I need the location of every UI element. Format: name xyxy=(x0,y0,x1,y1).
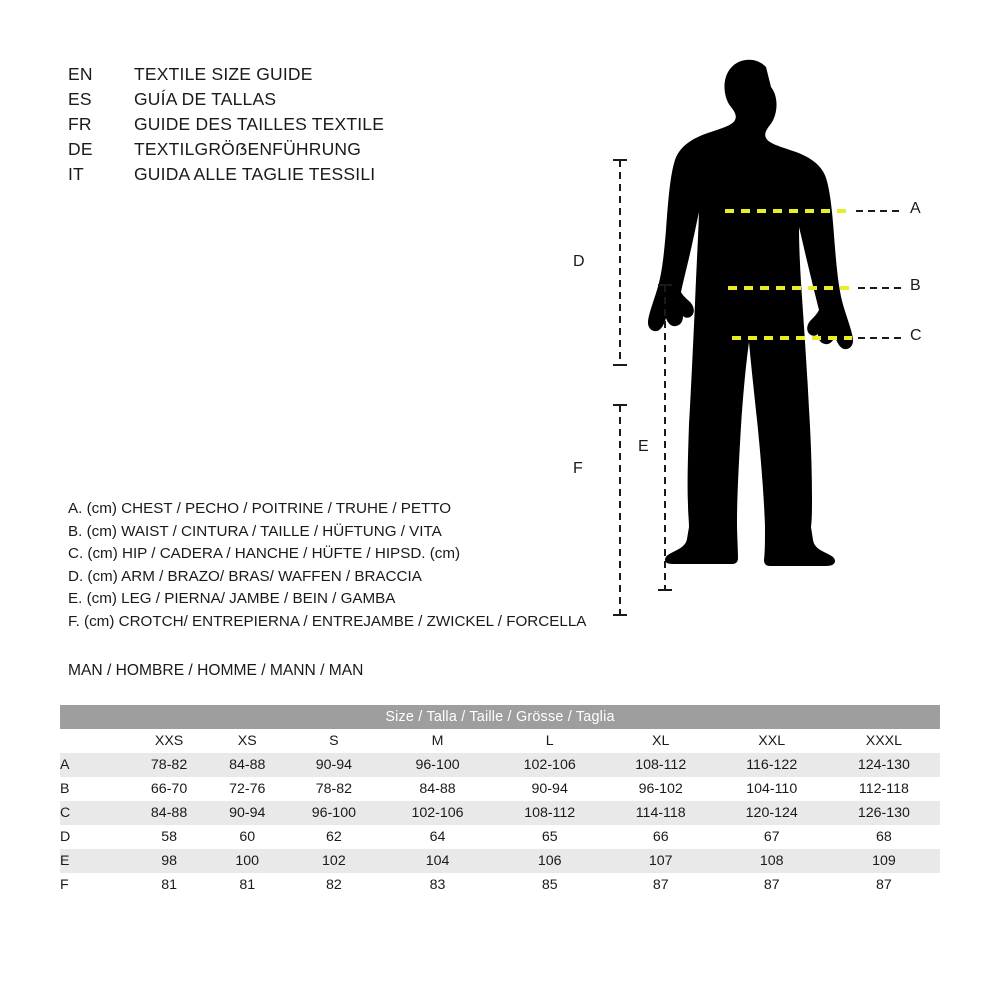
title-text-de: TEXTILGRÖẞENFÜHRUNG xyxy=(134,139,362,159)
table-column-header-row xyxy=(60,729,940,753)
cell-f-s: 82 xyxy=(286,873,381,897)
cell-b-m: 84-88 xyxy=(381,777,493,801)
column-header-s: S xyxy=(286,729,381,753)
cell-e-xl: 107 xyxy=(606,849,716,873)
gender-label: MAN / HOMBRE / HOMME / MANN / MAN xyxy=(68,662,364,679)
table-row xyxy=(60,753,940,777)
cell-f-m: 83 xyxy=(381,873,493,897)
row-label-c: C xyxy=(60,801,130,825)
cell-d-xs: 60 xyxy=(208,825,286,849)
table-row xyxy=(60,849,940,873)
cell-c-xl: 114-118 xyxy=(606,801,716,825)
cell-b-s: 78-82 xyxy=(286,777,381,801)
cell-b-xxs: 66-70 xyxy=(130,777,208,801)
cell-a-m: 96-100 xyxy=(381,753,493,777)
title-row xyxy=(68,162,588,187)
bracket-label-f: F xyxy=(573,460,583,477)
title-lang-it: IT xyxy=(68,164,84,184)
row-label-f: F xyxy=(60,873,130,897)
title-lang-es: ES xyxy=(68,89,92,109)
legend-item-b: B. (cm) WAIST / CINTURA / TAILLE / HÜFTUNG / VITA xyxy=(68,522,442,540)
cell-c-l: 108-112 xyxy=(494,801,606,825)
table-header-band xyxy=(60,705,940,729)
cell-b-l: 90-94 xyxy=(494,777,606,801)
title-row xyxy=(68,137,588,162)
callout-label-a: A xyxy=(910,200,921,217)
column-header-m: M xyxy=(381,729,493,753)
cell-a-xl: 108-112 xyxy=(606,753,716,777)
cell-c-s: 96-100 xyxy=(286,801,381,825)
cell-b-xxxl: 112-118 xyxy=(828,777,940,801)
bracket-label-d: D xyxy=(573,253,585,270)
callout-label-b: B xyxy=(910,277,921,294)
cell-a-xxs: 78-82 xyxy=(130,753,208,777)
cell-d-xl: 66 xyxy=(606,825,716,849)
legend-item-f: F. (cm) CROTCH/ ENTREPIERNA / ENTREJAMBE / ZWICKEL / FORCELLA xyxy=(68,612,587,630)
table-row xyxy=(60,873,940,897)
column-header-blank xyxy=(60,729,130,753)
column-header-xxl: XXL xyxy=(716,729,828,753)
cell-d-l: 65 xyxy=(494,825,606,849)
title-lang-en: EN xyxy=(68,64,93,84)
cell-e-xs: 100 xyxy=(208,849,286,873)
row-label-b: B xyxy=(60,777,130,801)
callout-label-c: C xyxy=(910,327,922,344)
table-row xyxy=(60,825,940,849)
cell-a-xs: 84-88 xyxy=(208,753,286,777)
cell-e-xxl: 108 xyxy=(716,849,828,873)
cell-e-xxs: 98 xyxy=(130,849,208,873)
title-text-en: TEXTILE SIZE GUIDE xyxy=(134,64,313,84)
title-lang-fr: FR xyxy=(68,114,92,134)
legend-block xyxy=(68,498,628,633)
arm-bracket xyxy=(613,160,627,365)
cell-c-xs: 90-94 xyxy=(208,801,286,825)
cell-f-xxs: 81 xyxy=(130,873,208,897)
column-header-xxxl: XXXL xyxy=(828,729,940,753)
cell-a-l: 102-106 xyxy=(494,753,606,777)
bracket-label-e: E xyxy=(638,438,649,455)
cell-d-m: 64 xyxy=(381,825,493,849)
table-header-title: Size / Talla / Taille / Grösse / Taglia xyxy=(60,705,940,729)
cell-a-xxl: 116-122 xyxy=(716,753,828,777)
cell-b-xl: 96-102 xyxy=(606,777,716,801)
legend-item-c: C. (cm) HIP / CADERA / HANCHE / HÜFTE / HIPSD. (cm) xyxy=(68,545,461,562)
cell-b-xxl: 104-110 xyxy=(716,777,828,801)
cell-b-xs: 72-76 xyxy=(208,777,286,801)
cell-d-s: 62 xyxy=(286,825,381,849)
title-row xyxy=(68,112,588,137)
cell-f-xxl: 87 xyxy=(716,873,828,897)
cell-a-s: 90-94 xyxy=(286,753,381,777)
row-label-a: A xyxy=(60,753,130,777)
cell-c-xxxl: 126-130 xyxy=(828,801,940,825)
cell-d-xxs: 58 xyxy=(130,825,208,849)
title-row xyxy=(68,87,588,112)
cell-e-l: 106 xyxy=(494,849,606,873)
title-row xyxy=(68,62,588,87)
legend-item-d: D. (cm) ARM / BRAZO/ BRAS/ WAFFEN / BRACCIA xyxy=(68,567,422,585)
legend-item-a: A. (cm) CHEST / PECHO / POITRINE / TRUHE / PETTO xyxy=(68,500,452,517)
cell-f-xl: 87 xyxy=(606,873,716,897)
cell-d-xxxl: 68 xyxy=(828,825,940,849)
cell-f-xxxl: 87 xyxy=(828,873,940,897)
title-block xyxy=(68,62,588,187)
cell-e-xxxl: 109 xyxy=(828,849,940,873)
cell-e-s: 102 xyxy=(286,849,381,873)
title-text-it: GUIDA ALLE TAGLIE TESSILI xyxy=(134,164,376,184)
size-table xyxy=(60,705,940,897)
table-row xyxy=(60,801,940,825)
title-lang-de: DE xyxy=(68,139,93,159)
cell-c-m: 102-106 xyxy=(381,801,493,825)
column-header-xxs: XXS xyxy=(130,729,208,753)
cell-d-xxl: 67 xyxy=(716,825,828,849)
row-label-d: D xyxy=(60,825,130,849)
cell-f-l: 85 xyxy=(494,873,606,897)
title-text-es: GUÍA DE TALLAS xyxy=(134,89,277,109)
column-header-xl: XL xyxy=(606,729,716,753)
table-row xyxy=(60,777,940,801)
cell-f-xs: 81 xyxy=(208,873,286,897)
column-header-l: L xyxy=(494,729,606,753)
cell-c-xxs: 84-88 xyxy=(130,801,208,825)
cell-e-m: 104 xyxy=(381,849,493,873)
cell-c-xxl: 120-124 xyxy=(716,801,828,825)
man-silhouette-icon xyxy=(648,60,853,566)
cell-a-xxxl: 124-130 xyxy=(828,753,940,777)
legend-item-e: E. (cm) LEG / PIERNA/ JAMBE / BEIN / GAMBA xyxy=(68,590,396,607)
leg-bracket xyxy=(658,285,672,590)
column-header-xs: XS xyxy=(208,729,286,753)
title-text-fr: GUIDE DES TAILLES TEXTILE xyxy=(134,114,385,134)
row-label-e: E xyxy=(60,849,130,873)
